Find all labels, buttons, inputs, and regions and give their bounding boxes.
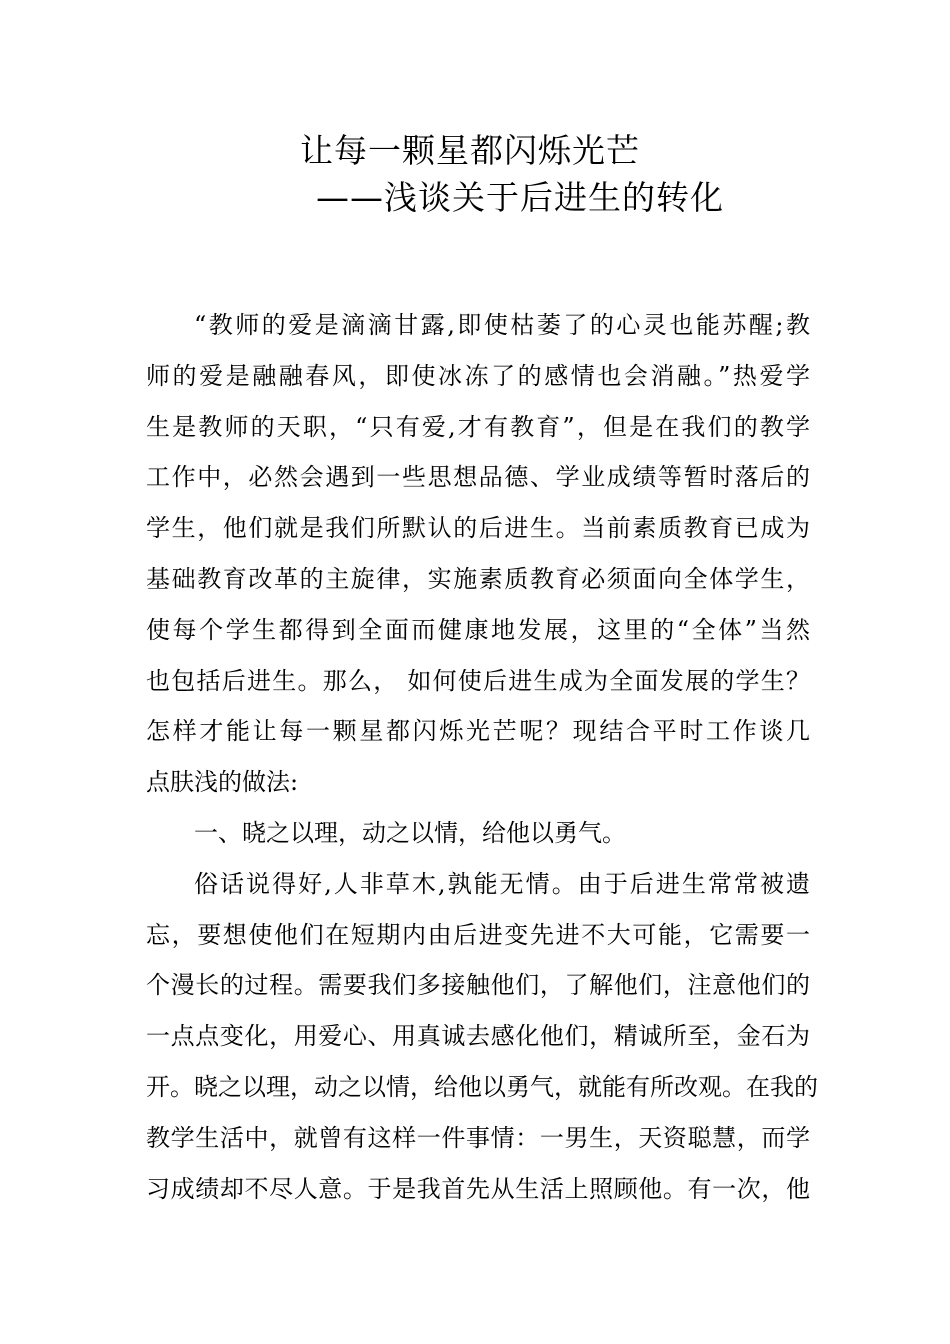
document-title: 让每一颗星都闪烁光芒 [300, 131, 640, 170]
paragraph-line: 忘，要想使他们在短期内由后进变先进不大可能，它需要一 [146, 920, 810, 949]
paragraph-line: 生是教师的天职，“只有爱,才有教育”，但是在我们的教学 [146, 412, 810, 441]
paragraph-line: 俗话说得好,人非草木,孰能无情。由于后进生常常被遗 [194, 869, 810, 898]
paragraph-line: 工作中，必然会遇到一些思想品德、学业成绩等暂时落后的 [146, 463, 810, 492]
paragraph-line: 开。晓之以理，动之以情，给他以勇气，就能有所改观。在我的 [146, 1072, 818, 1101]
paragraph-line: 怎样才能让每一颗星都闪烁光芒呢？现结合平时工作谈几 [146, 717, 810, 746]
paragraph-line: 使每个学生都得到全面而健康地发展，这里的“全体”当然 [146, 615, 810, 644]
paragraph-line: 师的爱是融融春风，即使冰冻了的感情也会消融。”热爱学 [146, 361, 810, 390]
paragraph-line: 学生，他们就是我们所默认的后进生。当前素质教育已成为 [146, 514, 810, 543]
paragraph-line: 也包括后进生。那么， 如何使后进生成为全面发展的学生？ [146, 666, 810, 695]
paragraph-line: 基础教育改革的主旋律，实施素质教育必须面向全体学生， [146, 564, 810, 593]
paragraph-line: 个漫长的过程。需要我们多接触他们，了解他们，注意他们的 [146, 971, 810, 1000]
paragraph-line: 教学生活中，就曾有这样一件事情：一男生，天资聪慧，而学 [146, 1123, 810, 1152]
paragraph-line: 一点点变化，用爱心、用真诚去感化他们，精诚所至，金石为 [146, 1022, 810, 1051]
document-subtitle: ——浅谈关于后进生的转化 [316, 178, 724, 217]
document-body [146, 300, 818, 1214]
paragraph-line: 习成绩却不尽人意。于是我首先从生活上照顾他。有一次，他 [146, 1174, 810, 1203]
paragraph-line: 点肤浅的做法: [146, 768, 299, 797]
section-heading: 一、晓之以理，动之以情，给他以勇气。 [194, 818, 626, 847]
paragraph-line: “教师的爱是滴滴甘露,即使枯萎了的心灵也能苏醒;教 [194, 311, 810, 339]
